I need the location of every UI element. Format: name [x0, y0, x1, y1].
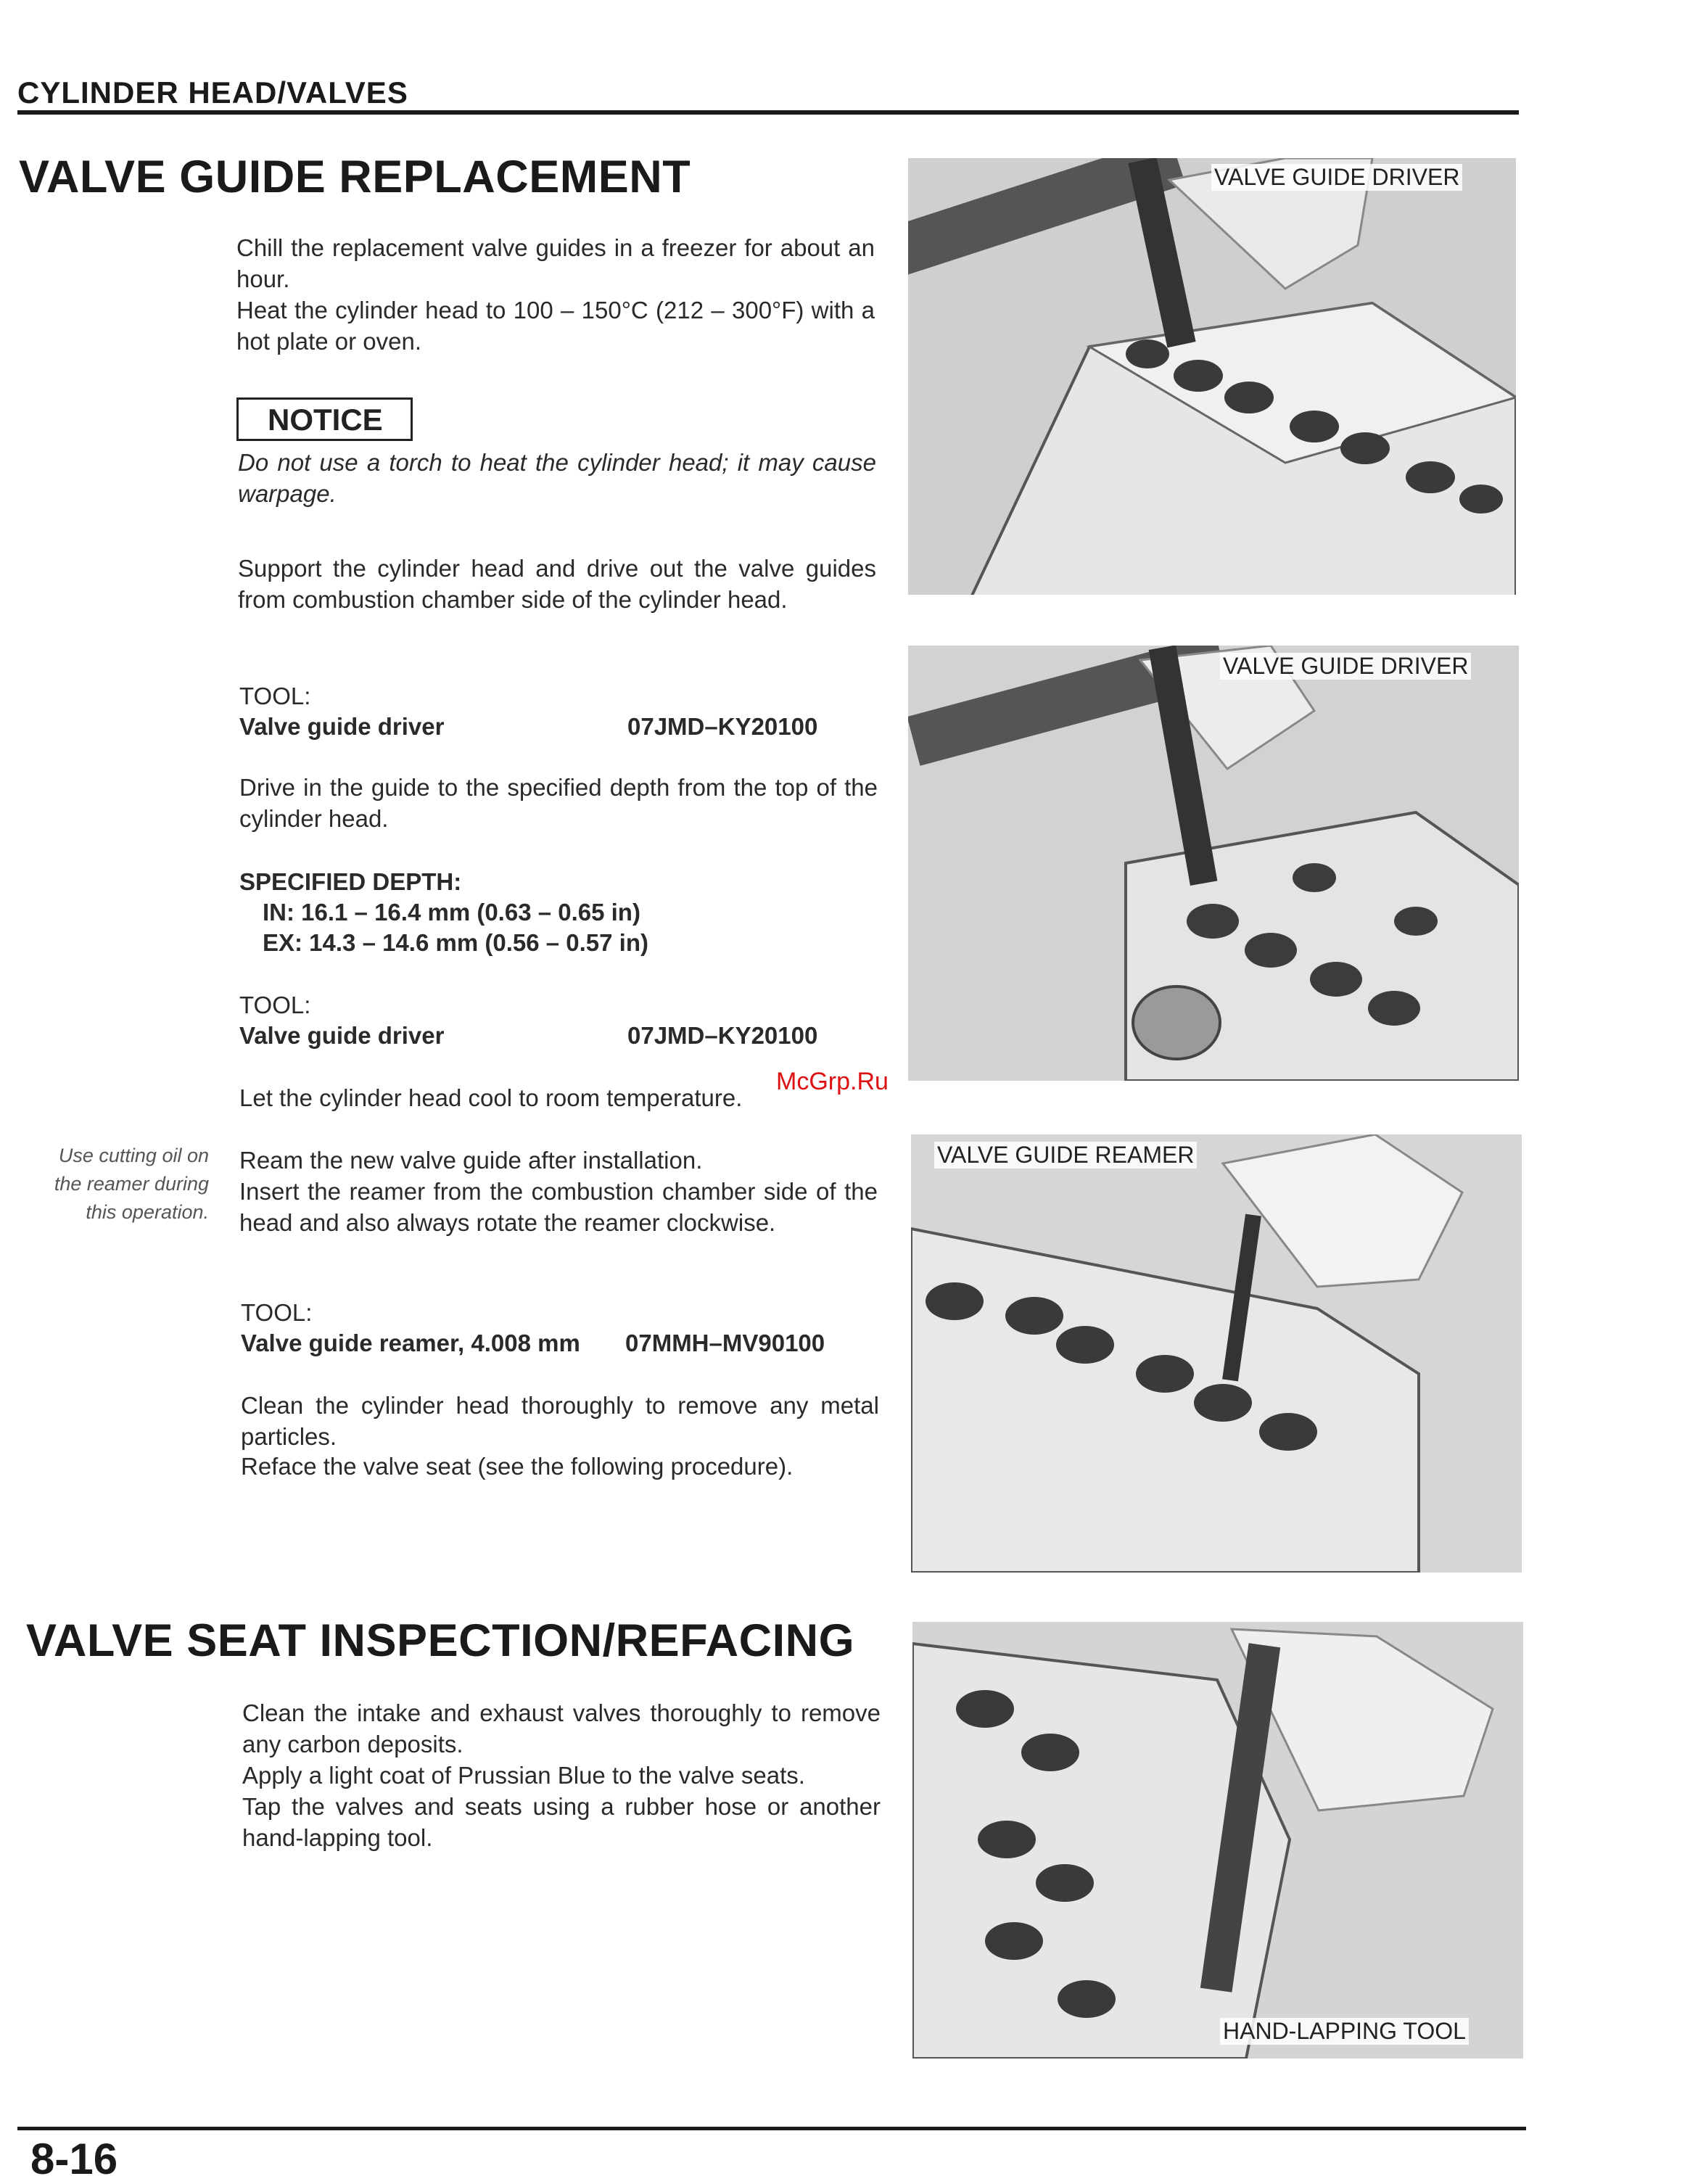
figure-3-callout: VALVE GUIDE REAMER	[934, 1142, 1197, 1169]
page-number: 8-16	[30, 2135, 118, 2183]
footer-rule	[17, 2127, 1526, 2130]
valve-guide-p6: Ream the new valve guide after installation.	[239, 1147, 703, 1174]
figure-valve-guide-driver-install	[908, 646, 1519, 1081]
notice-text: Do not use a torch to heat the cylinder head; it may cause warpage.	[238, 449, 876, 507]
figure-1-callout: VALVE GUIDE DRIVER	[1211, 164, 1462, 191]
tool-row-1	[239, 711, 878, 742]
valve-seat-p1: Clean the intake and exhaust valves thoroughly to remove any carbon deposits.	[242, 1699, 881, 1757]
header-rule	[17, 110, 1519, 115]
tool-label-3: TOOL:	[241, 1299, 313, 1326]
valve-guide-p4: Drive in the guide to the specified depth from the top of the cylinder head.	[239, 774, 878, 832]
valve-guide-p8: Clean the cylinder head thoroughly to remove any metal particles.	[241, 1392, 879, 1450]
valve-guide-p1: Chill the replacement valve guides in a freezer for about an hour.	[236, 234, 875, 292]
tool-label-2: TOOL:	[239, 992, 311, 1018]
tool-name-3: Valve guide reamer, 4.008 mm	[241, 1330, 580, 1356]
figure-valve-guide-reamer	[911, 1134, 1522, 1573]
depth-in: IN: 16.1 – 16.4 mm (0.63 – 0.65 in)	[263, 899, 640, 926]
valve-guide-p9: Reface the valve seat (see the following procedure).	[241, 1453, 794, 1480]
valve-guide-p7: Insert the reamer from the combustion chamber side of the head and also always rotate the reamer clockwise.	[239, 1178, 878, 1236]
tool-name-2: Valve guide driver	[239, 1022, 445, 1049]
valve-guide-p5: Let the cylinder head cool to room temperature.	[239, 1084, 743, 1111]
depth-label: SPECIFIED DEPTH:	[239, 868, 462, 895]
figure-2-callout: VALVE GUIDE DRIVER	[1220, 653, 1471, 680]
section-header: CYLINDER HEAD/VALVES	[17, 75, 408, 110]
tool-code-2: 07JMD–KY20100	[627, 1022, 818, 1049]
figure-hand-lapping-tool	[912, 1622, 1523, 2059]
figure-valve-guide-driver-removal	[908, 158, 1516, 595]
depth-ex: EX: 14.3 – 14.6 mm (0.56 – 0.57 in)	[263, 929, 648, 956]
tool-row-3	[241, 1327, 879, 1359]
tool-code-3: 07MMH–MV90100	[625, 1330, 825, 1356]
figure-4-callout: HAND-LAPPING TOOL	[1220, 2018, 1469, 2045]
tool-label-1: TOOL:	[239, 683, 311, 709]
watermark: McGrp.Ru	[776, 1068, 889, 1095]
tool-name-1: Valve guide driver	[239, 713, 445, 740]
tool-row-2	[239, 1020, 878, 1051]
valve-seat-p2: Apply a light coat of Prussian Blue to the valve seats.	[242, 1762, 805, 1789]
valve-guide-p2: Heat the cylinder head to 100 – 150°C (212 – 300°F) with a hot plate or oven.	[236, 297, 875, 355]
valve-seat-p3: Tap the valves and seats using a rubber hose or another hand-lapping tool.	[242, 1793, 881, 1851]
tool-code-1: 07JMD–KY20100	[627, 713, 818, 740]
valve-guide-p3: Support the cylinder head and drive out the valve guides from combustion chamber side of the cylinder head.	[238, 555, 876, 613]
valve-seat-title: VALVE SEAT INSPECTION/REFACING	[26, 1615, 855, 1666]
valve-guide-title: VALVE GUIDE REPLACEMENT	[19, 152, 691, 202]
notice-label: NOTICE	[236, 397, 413, 441]
side-note: Use cutting oil on the reamer during this operation.	[54, 1145, 209, 1223]
